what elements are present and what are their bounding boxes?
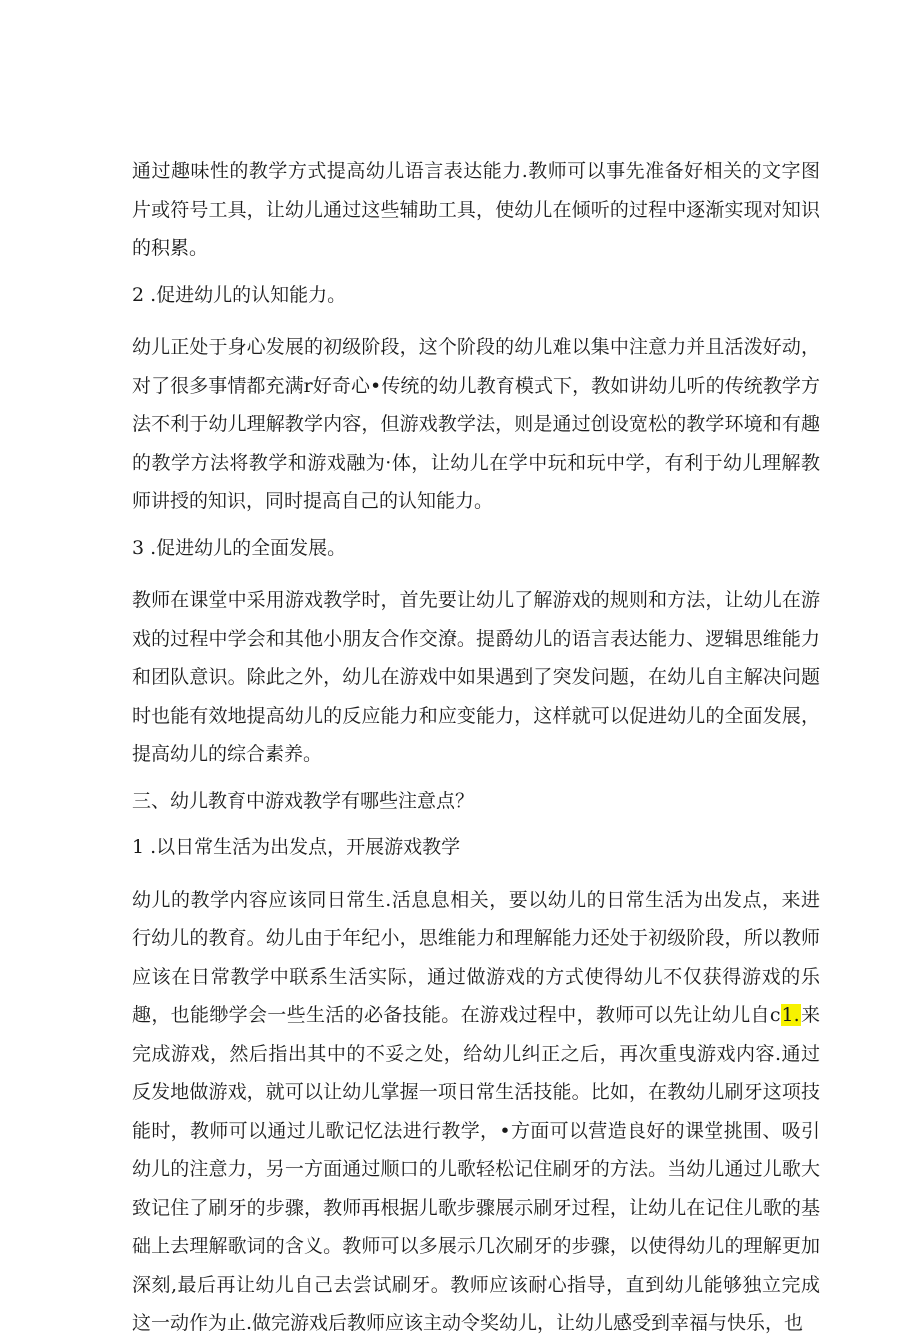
heading-cognitive-ability: 2 .促进幼儿的认知能力。 (132, 283, 347, 306)
heading-daily-life: 1 .以日常生活为出发点，开展游戏教学 (132, 836, 461, 858)
highlight-mark: 1. (781, 1004, 800, 1026)
heading-overall-development: 3 .促进幼儿的全面发展。 (132, 536, 347, 559)
paragraph-overall-development: 教师在课堂中采用游戏教学时，首先要让幼儿了解游戏的规则和方法，让幼儿在游戏的过程中学会和其他小朋友合作交潦。提爵幼儿的语言表达能力、逻辑思维能力和团队意识。除此之外，幼儿在游戏中如果遇到了突发问题，在幼儿自主解决问题时也能有效地提高幼儿的反应能力和应变能力，这样就可以促进幼儿的全面发展，提高幼儿的综合素养。 (132, 589, 820, 765)
paragraph-daily-life-text-before: 幼儿的教学内容应该同日常生.活息息相关，要以幼儿的日常生活为出发点，来进行幼儿的教育。幼儿由于年纪小，思维能力和理解能力还处于初级阶段，所以教师应该在日常教学中联系生活实际，通过做游戏的方式使得幼儿不仅获得游戏的乐趣，也能缈学会一些生活的必备技能。在游戏过程中，教师可以先让幼儿自c (132, 888, 820, 1026)
paragraph-cognitive-ability: 幼儿正处于身心发展的初级阶段，这个阶段的幼儿难以集中注意力并且活泼好动，对了很多事情都充满r好奇心•传统的幼儿教育模式下，教如讲幼儿听的传统教学方法不利于幼儿理解教学内容，但游戏教学法，则是通过创设宽松的教学环境和有趣的教学方法将教学和游戏融为·体，让幼儿在学中玩和玩中学，有利于幼儿理解教师讲授的知识，同时提高自己的认知能力。 (132, 336, 820, 512)
section-heading-notes: 三、幼儿教育中游戏教学有哪些注意点？ (132, 789, 475, 812)
paragraph-daily-life-text-after: 来完成游戏，然后指出其中的不妥之处，给幼儿纠正之后，再次重曳游戏内容.通过反发地做游戏，就可以让幼儿掌握一项日常生活技能。比如，在教幼儿刷牙这项技能时，教师可以通过儿歌记忆法进行教学，•方面可以营造良好的课堂挑围、吸引幼儿的注意力，另一方面通过顺口的儿歌轻松记住刷牙的方法。当幼儿通过儿歌大致记住了刷牙的步骤，教师再根据儿歌步骤展示刷牙过程，让幼儿在记住儿歌的基础上去理解歌词的含义。教师可以多展示几次刷牙的步骤，以使得幼儿的理解更加深刻,最后再让幼儿自己去尝试刷牙。教师应该耐心指导，直到幼儿能够独立完成这一动作为止.做完游戏后教师应该主动令奖幼儿，让幼儿感受到幸福与快乐，也 (132, 1004, 820, 1334)
paragraph-language-ability: 通过趣味性的教学方式提高幼儿语言表达能力.教师可以事先准备好相关的文字图片或符号工具，让幼儿通过这些辅助工具，使幼儿在倾听的过程中逐渐实现对知识的积累。 (132, 160, 820, 259)
paragraph-daily-life (132, 881, 820, 1343)
